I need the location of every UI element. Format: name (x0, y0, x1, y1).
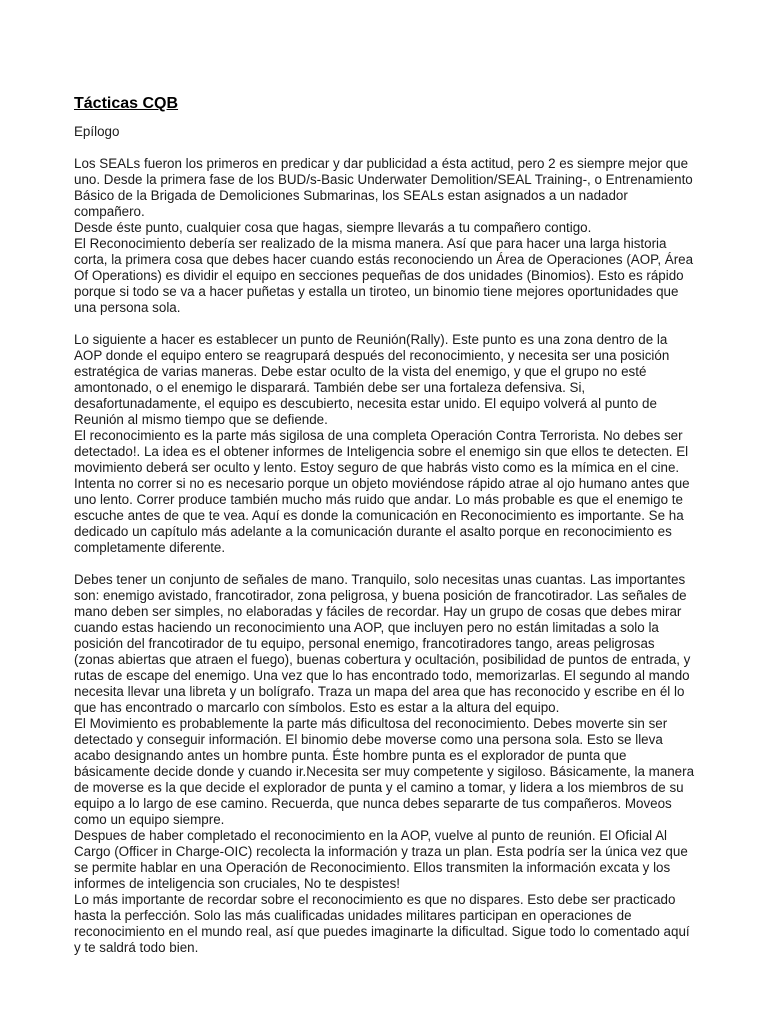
document-title: Tácticas CQB (74, 95, 179, 112)
paragraph-spacer (74, 316, 696, 332)
paragraph: Lo siguiente a hacer es establecer un punto de Reunión(Rally). Este punto es una zona dentro de la AOP donde el equipo entero se reagrupará después del reconocimiento, y necesita ser una posición estratégica de varias maneras. Debe estar oculto de la vista del enemigo, y que el grupo no esté amontonado, o el enemigo le disparará. También debe ser una fortaleza defensiva. Si, desafortunadamente, el equipo es descubierto, necesita estar unido. El equipo volverá al punto de Reunión al mismo tiempo que se defiende. (74, 332, 670, 427)
paragraph: Los SEALs fueron los primeros en predicar y dar publicidad a ésta actitud, pero 2 es siempre mejor que uno. Desde la primera fase de los BUD/s-Basic Underwater Demolition/SEAL Training-, o Entrenamiento Básico de la Brigada de Demoliciones Submarinas, los SEALs estan asignados a un nadador compañero. (74, 156, 693, 219)
paragraph: El reconocimiento es la parte más sigilosa de una completa Operación Contra Terrorista. No debes ser detectado!. La idea es el obtener informes de Inteligencia sobre el enemigo sin que ellos te detecten. El movimiento deberá ser oculto y lento. Estoy seguro de que habrás visto como es la mímica en el cine. Intenta no correr si no es necesario porque un objeto moviéndose rápido atrae al ojo humano antes que uno lento. Correr produce también mucho más ruido que andar. Lo más probable es que el enemigo te escuche antes de que te vea. Aquí es donde la comunicación en Reconocimiento es importante. Se ha dedicado un capítulo más adelante a la comunicación durante el asalto porque en reconocimiento es completamente diferente. (74, 428, 690, 555)
paragraph: El Movimiento es probablemente la parte más dificultosa del reconocimiento. Debes moverte sin ser detectado y conseguir información. El binomio debe moverse como una persona sola. Esto se lleva acabo designando antes un hombre punta. Éste hombre punta es el explorador de punta que básicamente decide donde y cuando ir.Necesita ser muy competente y sigiloso. Básicamente, la manera de moverse es la que decide el explorador de punta y el camino a tomar, y lidera a los miembros de su equipo a lo largo de ese camino. Recuerda, que nunca debes separarte de tus compañeros. Moveos como un equipo siempre. (74, 716, 695, 827)
document-subtitle: Epílogo (74, 124, 120, 139)
paragraph: Despues de haber completado el reconocimiento en la AOP, vuelve al punto de reunión. El Oficial Al Cargo (Officer in Charge-OIC) recolecta la información y traza un plan. Esta podría ser la única vez que se permite hablar en una Operación de Reconocimiento. Ellos transmiten la información excata y los informes de inteligencia son cruciales, No te despistes! (74, 828, 688, 891)
paragraph: Debes tener un conjunto de señales de mano. Tranquilo, solo necesitas unas cuantas. Las importantes son: enemigo avistado, francotirador, zona peligrosa, y buena posición de francotirador. Las señales de mano deben ser simples, no elaboradas y fáciles de recordar. Hay un grupo de cosas que debes mirar cuando estas haciendo un reconocimiento una AOP, que incluyen pero no están limitadas a solo la posición del francotirador de tu equipo, personal enemigo, francotiradores tango, areas peligrosas (zonas abiertas que atraen el fuego), buenas cobertura y ocultación, posibilidad de puntos de entrada, y rutas de escape del enemigo. Una vez que lo has encontrado todo, memorizarlas. El segundo al mando necesita llevar una libreta y un bolígrafo. Traza un mapa del area que has reconocido y escribe en él lo que has encontrado o marcarlo con símbolos. Esto es estar a la altura del equipo. (74, 572, 691, 715)
paragraph: Lo más importante de recordar sobre el reconocimiento es que no dispares. Esto debe ser practicado hasta la perfección. Solo las más cualificadas unidades militares participan en operaciones de reconocimiento en el mundo real, así que puedes imaginarte la dificultad. Sigue todo lo comentado aquí y te saldrá todo bien. (74, 892, 690, 955)
paragraph-spacer (74, 556, 696, 572)
paragraph: El Reconocimiento debería ser realizado de la misma manera. Así que para hacer una larga historia corta, la primera cosa que debes hacer cuando estás reconociendo un Área de Operaciones (AOP, Área Of Operations) es dividir el equipo en secciones pequeñas de dos unidades (Binomios). Esto es rápido porque si todo se va a hacer puñetas y estalla un tiroteo, un binomio tiene mejores oportunidades que una persona sola. (74, 236, 694, 315)
document-body (74, 94, 696, 956)
paragraph: Desde éste punto, cualquier cosa que hagas, siempre llevarás a tu compañero contigo. (74, 220, 592, 235)
